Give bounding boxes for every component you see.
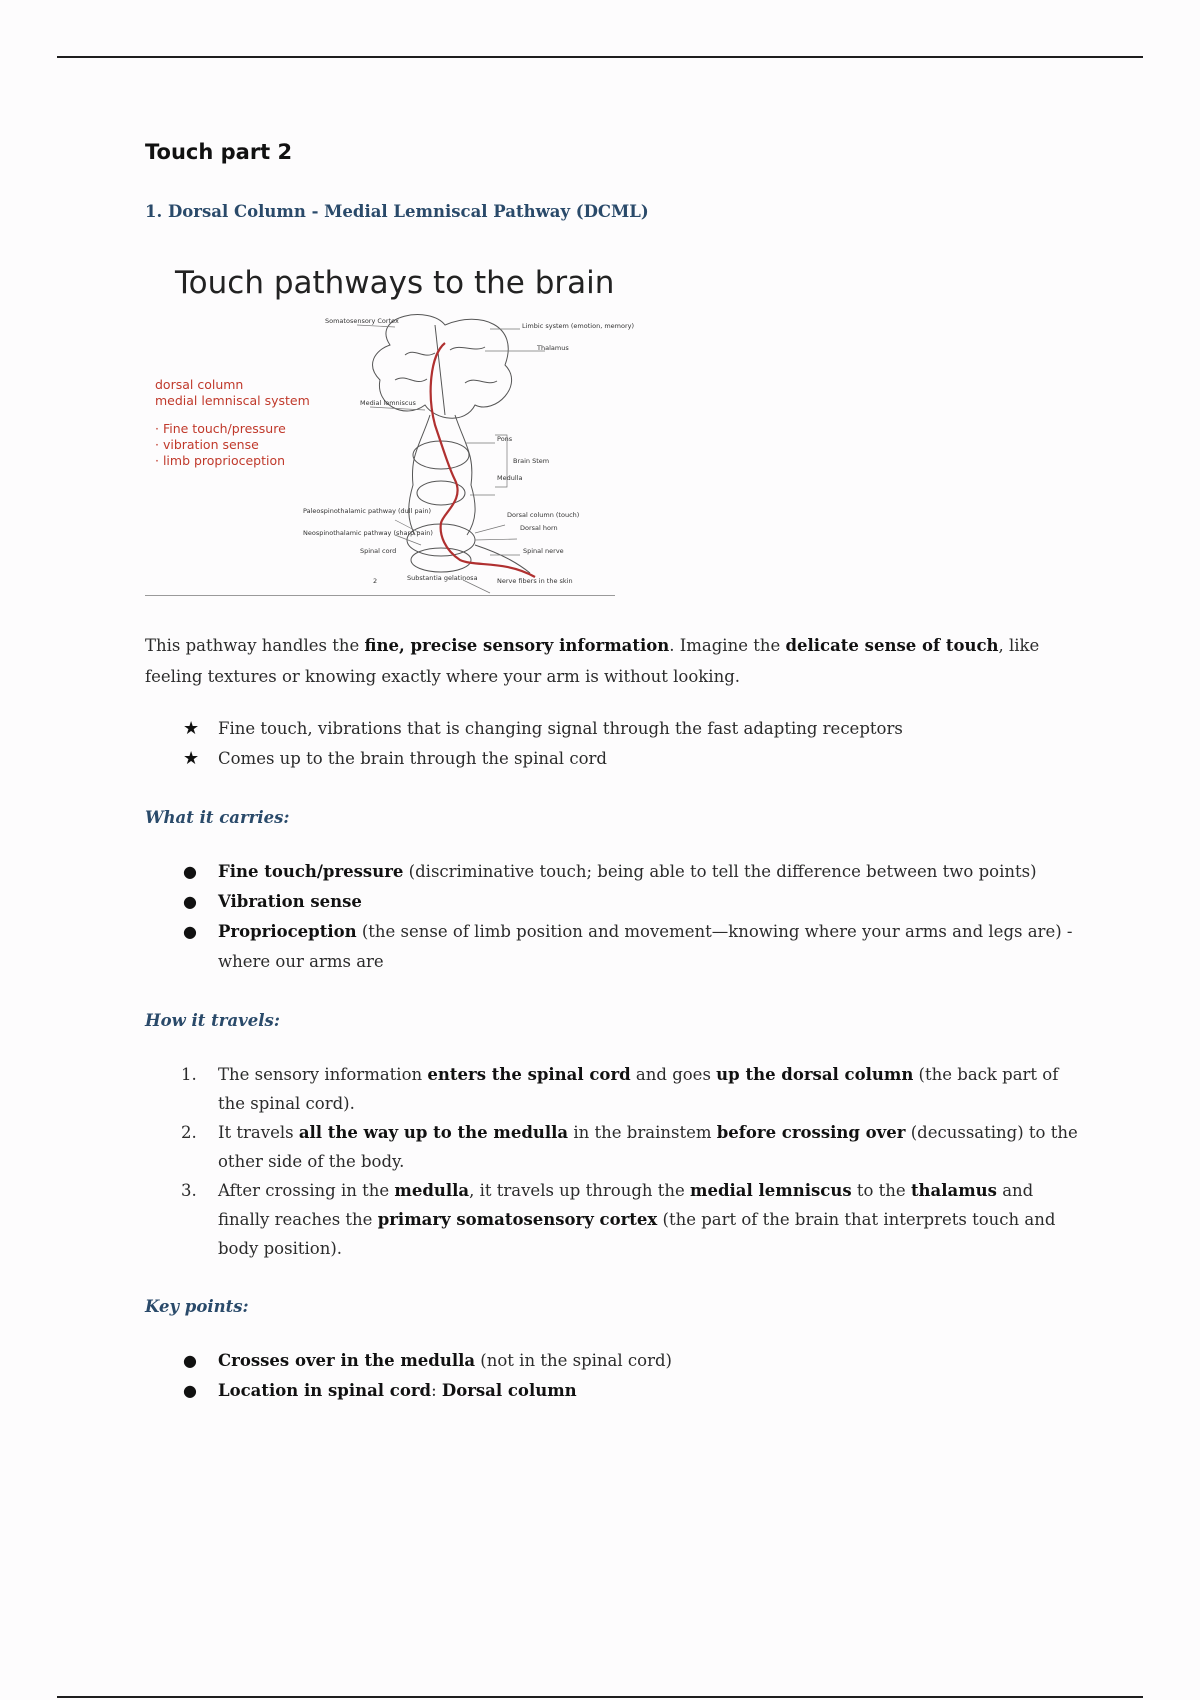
label-medulla: Medulla — [497, 474, 523, 482]
carries-heading: What it carries: — [145, 808, 290, 827]
label-brain-stem: Brain Stem — [513, 457, 550, 465]
list-item-bold: before crossing over — [716, 1123, 906, 1142]
list-item-bold: up the dorsal column — [716, 1065, 914, 1084]
figure-system-label-1: dorsal column — [155, 377, 244, 392]
intro-paragraph — [145, 630, 1085, 692]
list-item-text: Comes up to the brain through the spinal cord — [218, 749, 607, 768]
list-item — [145, 1376, 1085, 1406]
figure-item: · vibration sense — [155, 437, 259, 452]
list-item-text: (the sense of limb position and movement—knowing where your arms and legs are) - where our arms are — [218, 922, 1073, 971]
list-item-bold: primary somatosensory cortex — [377, 1210, 658, 1229]
star-list — [145, 714, 1085, 774]
page-title: Touch part 2 — [145, 140, 293, 164]
list-number: 2. — [181, 1123, 197, 1142]
bullet-icon: ● — [183, 862, 197, 881]
list-item-bold: enters the spinal cord — [427, 1065, 631, 1084]
label-spinal-nerve: Spinal nerve — [523, 547, 564, 555]
list-item-text: , it travels up through the — [469, 1181, 691, 1200]
touch-pathways-figure — [145, 255, 635, 596]
list-item — [145, 714, 1085, 744]
list-item-text: (the back part of the spinal cord). — [218, 1065, 1059, 1113]
list-item-bold: Crosses over in the medulla — [218, 1351, 476, 1370]
list-item — [145, 917, 1085, 977]
bottom-rule — [57, 1696, 1143, 1698]
brain-folds — [395, 347, 497, 383]
list-item-text: (the part of the brain that interprets touch and body position). — [218, 1210, 1056, 1258]
intro-bold: fine, precise sensory information — [364, 636, 670, 655]
star-icon: ★ — [183, 748, 200, 769]
label-dorsal-column: Dorsal column (touch) — [507, 511, 580, 519]
section-heading: 1. Dorsal Column - Medial Lemniscal Pathway (DCML) — [145, 202, 649, 221]
list-item — [145, 1176, 1085, 1263]
intro-bold: delicate sense of touch — [785, 636, 999, 655]
label-pons: Pons — [497, 435, 513, 443]
top-rule — [57, 56, 1143, 58]
list-item-bold: Fine touch/pressure — [218, 862, 404, 881]
figure-item: · Fine touch/pressure — [155, 421, 286, 436]
list-item-text: Fine touch, vibrations that is changing signal through the fast adapting receptors — [218, 719, 903, 738]
list-item-text: (not in the spinal cord) — [475, 1351, 672, 1370]
list-item-bold: Vibration sense — [218, 892, 362, 911]
travels-list — [145, 1060, 1085, 1263]
list-item-text: The sensory information — [218, 1065, 428, 1084]
list-item — [145, 857, 1085, 887]
figure-system-label-2: medial lemniscal system — [155, 393, 310, 408]
figure-page-mark: 2 — [373, 577, 378, 585]
label-nerve-fibers: Nerve fibers in the skin — [497, 577, 573, 585]
key-points-list — [145, 1346, 1085, 1406]
list-item-text: to the — [851, 1181, 911, 1200]
bullet-icon: ● — [183, 892, 197, 911]
label-paleo: Paleospinothalamic pathway (dull pain) — [303, 507, 432, 515]
list-item — [145, 1060, 1085, 1118]
spinal-nerve — [475, 545, 530, 573]
label-neo: Neospinothalamic pathway (sharp pain) — [303, 529, 433, 537]
bullet-icon: ● — [183, 1351, 197, 1370]
list-item-bold: all the way up to the medulla — [298, 1123, 569, 1142]
list-item-text: : — [431, 1381, 442, 1400]
label-dorsal-horn: Dorsal horn — [520, 524, 558, 532]
figure-item: · limb proprioception — [155, 453, 286, 468]
label-medial-lemniscus: Medial lemniscus — [360, 399, 416, 407]
list-item-bold: medial lemniscus — [690, 1181, 852, 1200]
list-item — [145, 1346, 1085, 1376]
list-item-bold: thalamus — [910, 1181, 997, 1200]
figure-title: Touch pathways to the brain — [175, 265, 615, 301]
intro-text: . Imagine the — [669, 636, 786, 655]
list-number: 1. — [181, 1065, 197, 1084]
list-item — [145, 887, 1085, 917]
list-item-text: (discriminative touch; being able to tell the difference between two points) — [403, 862, 1037, 881]
label-limbic: Limbic system (emotion, memory) — [522, 322, 635, 330]
label-cortex: Somatosensory Cortex — [325, 317, 399, 325]
list-item-bold: Location in spinal cord — [218, 1381, 432, 1400]
list-item — [145, 1118, 1085, 1176]
document-body — [145, 140, 1085, 1406]
intro-text: This pathway handles the — [145, 636, 365, 655]
label-spinal-cord: Spinal cord — [360, 547, 397, 555]
list-item-text: in the brainstem — [568, 1123, 717, 1142]
bullet-icon: ● — [183, 922, 197, 941]
list-item-bold: medulla — [394, 1181, 470, 1200]
list-item-bold: Proprioception — [218, 922, 357, 941]
intro-text: , like feeling textures or knowing exactly where your arm is without looking. — [145, 636, 1040, 686]
star-icon: ★ — [183, 718, 200, 739]
list-item — [145, 744, 1085, 774]
pathway-diagram — [145, 255, 635, 595]
list-item-text: and finally reaches the — [218, 1181, 1034, 1229]
list-number: 3. — [181, 1181, 197, 1200]
list-item-text: (decussating) to the other side of the body. — [218, 1123, 1078, 1171]
label-substantia: Substantia gelatinosa — [407, 574, 478, 582]
list-item-text: and goes — [630, 1065, 717, 1084]
carries-list — [145, 857, 1085, 977]
travels-heading: How it travels: — [145, 1011, 280, 1030]
list-item-text: It travels — [218, 1123, 299, 1142]
label-thalamus: Thalamus — [537, 344, 569, 352]
list-item-text: After crossing in the — [218, 1181, 395, 1200]
list-item-bold: Dorsal column — [441, 1381, 577, 1400]
bullet-icon: ● — [183, 1381, 197, 1400]
key-points-heading: Key points: — [145, 1297, 249, 1316]
brainstem-outline — [409, 415, 475, 535]
brain-midline — [435, 325, 445, 415]
